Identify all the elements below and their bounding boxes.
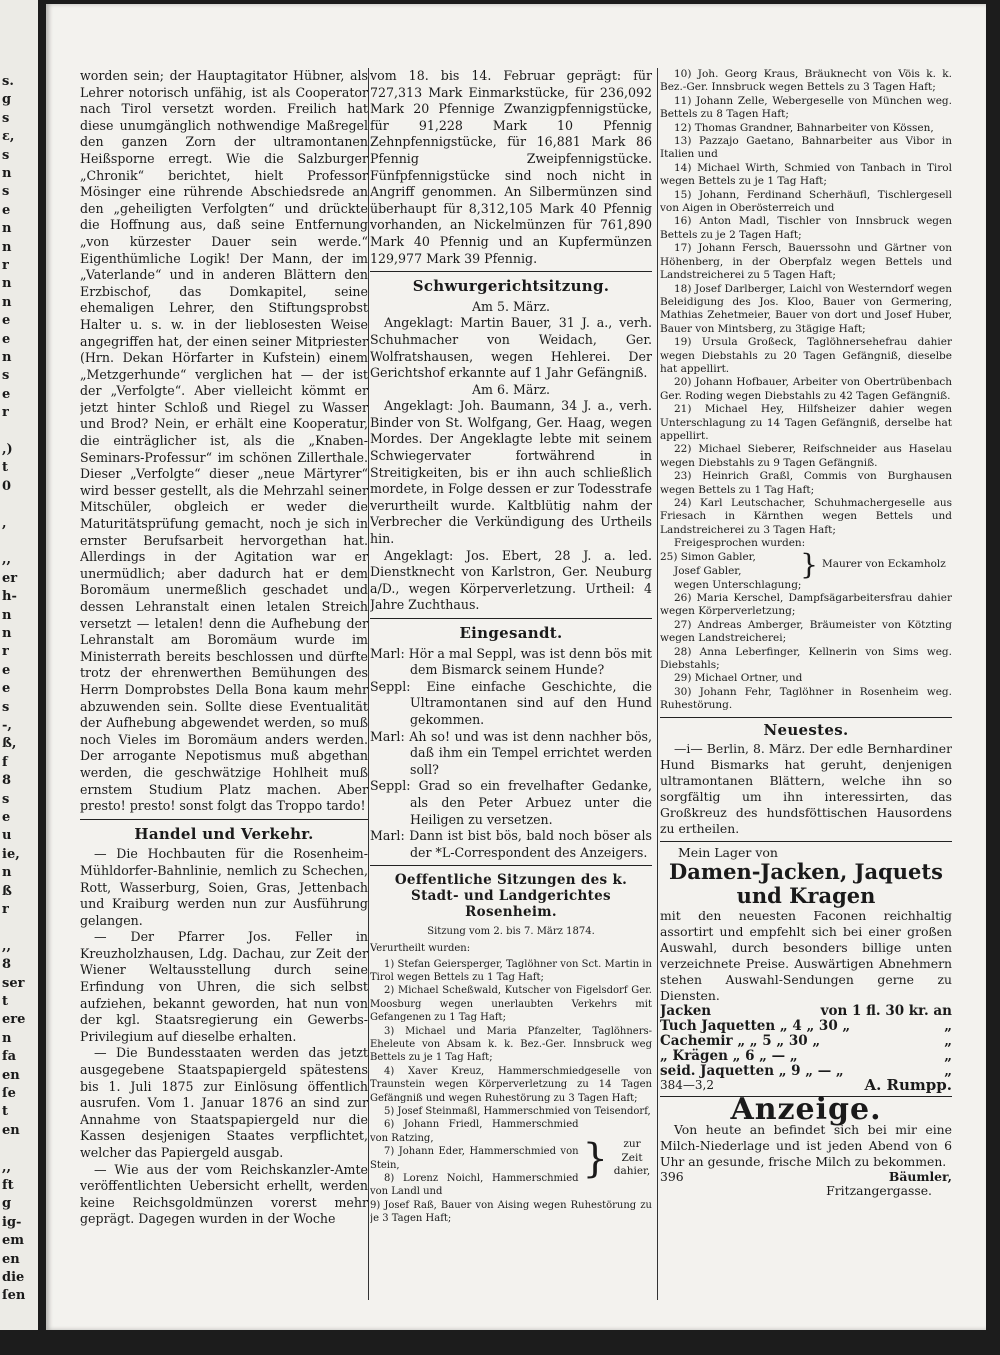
- list-item: 7) Johann Eder, Hammerschmied von Stein,: [370, 1146, 579, 1171]
- list-item: Freigesprochen wurden:: [674, 537, 806, 550]
- list-item: 20) Johann Hofbauer, Arbeiter von Obertrübenbach Ger. Roding wegen Diebstahls zu 42 Tagen Gefängniß.: [660, 376, 952, 402]
- previous-page-fragment: u: [2, 828, 12, 844]
- list-item: 1) Stefan Geiersperger, Taglöhner von Sct. Martin in Tirol wegen Bettels zu 1 Tag Haft;: [370, 958, 652, 983]
- previous-page-fragment: ,,: [2, 1159, 12, 1175]
- price-row: [660, 1049, 952, 1064]
- list-item: 4) Xaver Kreuz, Hammerschmiedgeselle von Traunstein wegen Körperverletzung zu 14 Tagen Gefängniß und wegen Ruhestörung zu 3 Tagen Haft;: [370, 1065, 652, 1104]
- list-item: 9) Josef Raß, Bauer von Aising wegen Ruhestörung zu je 3 Tagen Haft;: [370, 1199, 652, 1225]
- ad-body: mit den neuesten Faconen reichhaltig assortirt und empfehlt sich bei einer großen Auswahl, durch besonders billige unten verzeichnete Preise. Auswärtigen Abnehmern stehen Auswahl-Sendungen gerne zu Diensten.: [660, 907, 952, 1003]
- price-item: „ Krägen „ 6 „ — „: [660, 1047, 798, 1064]
- previous-page-fragment: f: [2, 754, 8, 770]
- case-text: Angeklagt: Jos. Ebert, 28 J. a. led. Dienstknecht von Karlstron, Ger. Neuburg a/D., wegen Körperverletzung. Urtheil: 4 Jahre Zuchthaus.: [370, 547, 652, 613]
- dialogue-line: [370, 679, 652, 729]
- previous-page-fragment: en: [2, 1122, 20, 1138]
- previous-page-fragment: r: [2, 902, 9, 917]
- ad-body: Von heute an befindet sich bei mir eine Milch-Niederlage und ist jeden Abend von 6 Uhr an gesunde, frische Milch zu bekommen.: [660, 1122, 952, 1170]
- verdict-group: [370, 1118, 652, 1198]
- list-item: 19) Ursula Großeck, Taglöhnersehefrau dahier wegen Diebstahls zu 20 Tagen Gefängniß, dieselbe hat appellirt.: [660, 336, 952, 375]
- date-line: Sitzung vom 2. bis 7. März 1874.: [427, 926, 595, 938]
- section-title: Eingesandt.: [459, 624, 563, 642]
- ad-headline: Anzeige.: [730, 1091, 882, 1127]
- section-title: Oeffentliche Sitzungen des k. Stadt- und Landgerichtes Rosenheim.: [394, 872, 628, 921]
- price-value: „: [944, 1062, 952, 1079]
- news-item: — Die Hochbauten für die Rosenheim-Mühldorfer-Bahnlinie, nemlich zu Schechen, Rott, Wasserburg, Soien, Gras, Jettenbach und Kraiburg werden nun zur Ausführung gelangen.: [80, 846, 368, 928]
- list-item: 25) Simon Gabler,: [660, 551, 756, 564]
- price-list: [660, 1004, 952, 1079]
- previous-page-fragment: ere: [2, 1012, 26, 1028]
- previous-page-fragment: e: [2, 313, 11, 329]
- previous-page-fragment: em: [2, 1233, 25, 1249]
- list-item: 30) Johann Fehr, Taglöhner in Rosenheim weg. Ruhestörung.: [660, 685, 952, 712]
- price-value: „: [944, 1047, 952, 1064]
- ad-reference: 384—3,2: [660, 1077, 714, 1092]
- previous-page-fragment: ig-: [2, 1214, 22, 1230]
- previous-page-fragment: er: [2, 570, 18, 586]
- list-item: 26) Maria Kerschel, Dampfsägarbeitersfrau dahier wegen Körperverletzung;: [660, 592, 952, 618]
- separator: [370, 271, 652, 272]
- speaker-name: Marl:: [370, 645, 405, 661]
- dialogue-text: Ah so! und was ist denn nachher bös, daß ihm ein Tempel errichtet werden soll?: [409, 728, 652, 777]
- separator: [660, 841, 952, 842]
- news-item: — Der Pfarrer Jos. Feller in Kreuzholzhausen, Ldg. Dachau, zur Zeit der Wiener Weltausstellung durch seine Erfindung von Uhren, die sich selbst aufziehen, bekannt geworden, hat nun von der kgl. Staatsregierung ein Gewerbs-Privilegium auf dieselbe erhalten.: [80, 929, 368, 1044]
- case-text: Angeklagt: Joh. Baumann, 34 J. a., verh. Binder von St. Wolfgang, Ger. Haag, wegen Mordes. Der Angeklagte lebte mit seinem Schwiegervater fortwährend in Streitigkeiten, bis er ihn auch schließlich mordete, in Folge dessen er zur Todesstrafe verurtheilt wurde. Kaltblütig nahm der Verbrecher die Verkündigung des Urtheils hin.: [370, 398, 652, 547]
- previous-page-fragment: e: [2, 810, 11, 825]
- advertisement-jackets: [660, 846, 952, 1092]
- ad-signer: A. Rumpp.: [864, 1075, 952, 1094]
- ad-footer: [660, 1170, 952, 1183]
- list-item: 8) Lorenz Noichl, Hammerschmied von Landl und: [370, 1173, 579, 1198]
- news-item: — Wie aus der vom Reichskanzler-Amte veröffentlichten Uebersicht erhellt, werden keine Reichsgoldmünzen vorerst mehr geprägt. Dagegen wurden in der Woche: [80, 1161, 368, 1227]
- previous-page-fragment: ß: [2, 883, 12, 899]
- price-value: „: [944, 1017, 952, 1034]
- speaker-name: Marl:: [370, 728, 405, 744]
- dialogue-text: Dann ist bist bös, bald noch böser als der *L-Correspondent des Anzeigers.: [409, 828, 652, 860]
- brace: }: [800, 547, 818, 581]
- previous-page-fragment: s: [2, 110, 10, 126]
- list-item: 23) Heinrich Graßl, Commis von Burghausen wegen Bettels zu 1 Tag Haft;: [660, 470, 952, 496]
- list-item: 5) Josef Steinmaßl, Hammerschmied von Teisendorf,: [384, 1105, 651, 1117]
- list-item: 17) Johann Fersch, Bauerssohn und Gärtner von Höhenberg, in der Oberpfalz wegen Bettels und Landstreicherei zu 5 Tagen Haft;: [660, 242, 952, 282]
- date-line: Am 6. März.: [471, 381, 551, 397]
- previous-page-fragment: ɛ,: [2, 129, 15, 145]
- previous-page-fragment: s: [2, 147, 10, 163]
- list-item: 10) Joh. Georg Kraus, Bräuknecht von Vöis k. k. Bez.-Ger. Innsbruck wegen Bettels zu 3 Tagen Haft;: [660, 68, 952, 94]
- dialogue-text: Grad so ein frevelhafter Gedanke, als den Peter Arbuez unter die Heiligen zu versetzen.: [410, 778, 652, 827]
- previous-page-fragment: r: [2, 644, 9, 660]
- previous-page-fragment: ,: [2, 515, 7, 531]
- dialogue-line: [370, 778, 652, 828]
- ad-headline: Damen-Jacken, Jaquets: [669, 858, 943, 884]
- news-item: —i— Berlin, 8. März. Der edle Bernhardiner Hund Bismarks hat geruht, denjenigen ultramontanen Blättern, welche ihn so sorgfältig um ihn interessirten, das Großkreuz des hundsföttischen Hausordens zu ertheilen.: [660, 741, 952, 837]
- previous-page-fragment: ß,: [2, 736, 17, 752]
- previous-page-fragment: ſe: [2, 1086, 16, 1101]
- news-item: — Die Bundesstaaten werden das jetzt ausgegebene Staatspapiergeld spätestens bis 1. Juli 1875 zur Einlösung öffentlich ausrufen. Vom 1. Januar 1876 an sind zur Annahme von Staatspapiergeld nur die Kassen desjenigen Staates verpflichtet, welcher das Papiergeld ausgab.: [80, 1045, 368, 1160]
- column-2: [370, 68, 652, 1298]
- column-divider: [368, 68, 369, 1300]
- section-title: Handel und Verkehr.: [134, 824, 314, 843]
- list-item: 6) Johann Friedl, Hammerschmied von Ratzing,: [370, 1119, 579, 1144]
- column-1: [80, 68, 368, 1298]
- previous-page-fragment: n: [2, 239, 12, 255]
- previous-page-fragment: s: [2, 791, 10, 807]
- price-row: [660, 1019, 952, 1034]
- price-row: [660, 1004, 952, 1019]
- previous-page-fragment: ,): [2, 442, 13, 457]
- article-text: worden sein; der Hauptagitator Hübner, als Lehrer notorisch unfähig, ist als Cooperator nach Tirol versetzt worden. Freilich hat diese unumgänglich nothwendige Maßregel den ganzen Zorn der ultramontanen Heißsporne erregt. Wie die Salzburger „Chronik“ berichtet, hielt Professor Mösinger eine rührende Abschiedsrede an den „geheiligten Verfolgten“ und drückte die Hoffnung aus, daß seine Entfernung „von kürzester Dauer sein werde.“ Eigenthümliche Logik! Der Mann, der im „Vaterlande“ und in anderen Blättern den Erzbischof, das Domkapitel, seine ehemaligen Lehrer, den Stiftungsprobst Halter u. s. w. in der lieblosesten Weise angegriffen hat, der einen seiner Mitpriester (Hrn. Dekan Hörfarter in Kufstein) einem „Metzgerhunde“ verglichen hat — der ist der „Verfolgte“. Aber vielleicht kömmt er jetzt hinter Schloß und Riegel zu Wasser und Brod? Nein, er erhält eine Kooperatur, die einträglicher ist, als die „Knaben-Seminars-Professur“ im schönen Zillerthale. Dieser „Verfolgte“ dieser „neue Märtyrer“ wird besser gestellt, als die Mehrzahl seiner Mitschüler, obgleich er weder die Maturitätsprüfung gemacht, noch je sich in ernster Berufsarbeit hervorgethan hat. Allerdings in der Agitation war er unermüdlich; aber dadurch hat er dem Boromäum unermeßlich geschadet und dessen Lehranstalt einen letalen Streich versetzt — letalen! denn die Aufhebung der Lehranstalt am Boromäum wurde im Ministerrath bereits beschlossen und dürfte trotz der ehrenwerthen Bemühungen des Herrn Domprobstes Della Bona kaum mehr abzuwenden sein. Sollte diese Eventualität der Aufhebung abgewendet werden, so muß noch Vieles im Boromäum anders werden. Der arrogante Nepotismus muß abgethan werden, die geschwätzige Hohlheit muß ernstem Studium Platz machen. Aber presto! presto! sonst folgt das Troppo tardo!: [80, 68, 368, 814]
- previous-page-fragment: en: [2, 1251, 20, 1267]
- previous-page-fragment: ,,: [2, 938, 12, 954]
- ad-headline: und Kragen: [736, 882, 876, 908]
- list-item: 28) Anna Leberfinger, Kellnerin von Sims weg. Diebstahls;: [660, 645, 952, 672]
- previous-page-edge: [0, 0, 38, 1330]
- price-item: Jacken: [660, 1002, 712, 1019]
- previous-page-fragment: e: [2, 681, 11, 697]
- previous-page-fragment: s: [2, 184, 10, 200]
- speaker-name: Marl:: [370, 828, 405, 844]
- previous-page-fragment: s.: [2, 74, 14, 89]
- price-row: [660, 1034, 952, 1049]
- previous-page-fragment: n: [2, 276, 12, 292]
- list-item: 11) Johann Zelle, Webergeselle von München weg. Bettels zu 8 Tagen Haft;: [660, 94, 952, 121]
- dialogue-line: [370, 828, 652, 861]
- price-item: seid. Jaquetten „ 9 „ — „: [660, 1062, 844, 1079]
- previous-page-fragment: n: [2, 166, 12, 181]
- list-item: Josef Gabler,: [674, 564, 742, 577]
- list-item: 3) Michael und Maria Pfanzelter, Taglöhners-Eheleute von Absam k. k. Bez.-Ger. Innsbruck weg Bettels zu je 1 Tag Haft;: [370, 1025, 652, 1064]
- previous-page-fragment: n: [2, 865, 12, 881]
- previous-page-fragment: 8: [2, 773, 12, 789]
- separator: [370, 865, 652, 866]
- dialogue-text: Eine einfache Geschichte, die Ultramontanen sind auf den Hund gekommen.: [410, 678, 652, 727]
- previous-page-fragment: 8: [2, 957, 12, 973]
- price-item: Tuch Jaquetten „ 4 „ 30 „: [660, 1017, 851, 1034]
- previous-page-fragment: g: [2, 92, 12, 108]
- advertisement-milk: [660, 1091, 952, 1198]
- previous-page-fragment: e: [2, 662, 11, 678]
- previous-page-fragment: n: [2, 607, 12, 623]
- previous-page-fragment: ſen: [2, 1288, 26, 1304]
- previous-page-fragment: ,,: [2, 552, 12, 568]
- previous-page-fragment: fa: [2, 1049, 17, 1065]
- dialogue-text: Hör a mal Seppl, was ist denn bös mit dem Bismarck seinem Hunde?: [408, 645, 652, 678]
- previous-page-fragment: -,: [2, 718, 12, 733]
- list-item: 18) Josef Darlberger, Laichl von Westerndorf wegen Beleidigung des Jos. Kloo, Bauer von Germering, Mathias Zehetmeier, Bauer von dort und Josef Huber, Bauer von Mintsberg, zu 3tägige Haft;: [660, 282, 952, 335]
- list-item: 13) Pazzajo Gaetano, Bahnarbeiter aus Vibor in Italien und: [660, 135, 952, 161]
- separator: [660, 717, 952, 718]
- previous-page-fragment: n: [2, 626, 12, 641]
- dialogue: [370, 646, 652, 862]
- newspaper-page: [46, 4, 986, 1330]
- column-divider: [657, 68, 658, 1300]
- list-item: 27) Andreas Amberger, Bräumeister von Kötzting wegen Landstreicherei;: [660, 618, 952, 645]
- previous-page-fragment: n: [2, 350, 12, 365]
- previous-page-fragment: n: [2, 294, 12, 310]
- list-item: 12) Thomas Grandner, Bahnarbeiter von Kössen,: [674, 121, 934, 134]
- section-title: Neuestes.: [763, 720, 849, 739]
- previous-page-fragment: t: [2, 460, 9, 476]
- previous-page-fragment: n: [2, 1030, 12, 1046]
- previous-page-fragment: g: [2, 1196, 12, 1212]
- ad-signer: Bäumler,: [888, 1169, 952, 1185]
- previous-page-fragment: n: [2, 221, 12, 237]
- price-item: Cachemir „ „ 5 „ 30 „: [660, 1032, 821, 1049]
- previous-page-fragment: die: [2, 1270, 25, 1285]
- ad-reference: 396: [660, 1169, 684, 1185]
- verdict-group: [660, 547, 952, 581]
- ad-lead: Mein Lager von: [678, 845, 778, 861]
- previous-page-fragment: t: [2, 994, 9, 1009]
- group-note: Maurer von Eckamholz: [822, 557, 946, 570]
- list-item: 2) Michael Scheßwald, Kutscher von Figelsdorf Ger. Moosburg wegen unerlaubten Verkehrs mit Gefangenen zu 1 Tag Haft;: [370, 985, 652, 1024]
- previous-page-fragment: e: [2, 386, 11, 402]
- previous-page-fragment: 0: [2, 478, 12, 494]
- previous-page-fragment: h-: [2, 589, 17, 605]
- speaker-name: Seppl:: [370, 678, 411, 694]
- list-item: 29) Michael Ortner, und: [674, 672, 803, 685]
- previous-page-fragment: e: [2, 331, 11, 347]
- brace: }: [582, 1135, 608, 1182]
- list-item: 24) Karl Leutschacher, Schuhmachergeselle aus Friesach in Kärnthen wegen Bettels und Landstreicherei zu 3 Tagen Haft;: [660, 497, 952, 536]
- ad-address: Fritzangergasse.: [826, 1182, 932, 1198]
- date-line: Am 5. März.: [471, 298, 551, 314]
- list-item: 14) Michael Wirth, Schmied von Tanbach in Tirol wegen Bettels zu je 1 Tag Haft;: [660, 161, 952, 188]
- previous-page-fragment: s: [2, 368, 10, 384]
- list-item: 21) Michael Hey, Hilfsheizer dahier wegen Unterschlagung zu 14 Tagen Gefängniß, derselbe hat appellirt.: [660, 403, 952, 442]
- previous-page-fragment: ft: [2, 1178, 14, 1193]
- case-text: Angeklagt: Martin Bauer, 31 J. a., verh. Schuhmacher von Weidach, Ger. Wolfratshausen, wegen Hehlerei. Der Gerichtshof erkannte auf 1 Jahr Gefängniß.: [370, 315, 652, 381]
- price-value: von 1 fl. 30 kr. an: [820, 1002, 952, 1019]
- previous-page-fragment: ie,: [2, 846, 20, 862]
- previous-page-fragment: s: [2, 699, 10, 715]
- previous-page-fragment: en: [2, 1067, 20, 1083]
- speaker-name: Seppl:: [370, 778, 411, 794]
- dialogue-line: [370, 729, 652, 779]
- article-text: vom 18. bis 14. Februar geprägt: für 727,313 Mark Einmarkstücke, für 236,092 Mark 20 Pfennige Zwanzigpfennigstücke, für 91,228 Mark 10 Pfennig Zehnpfennigstücke, für 16,881 Mark 86 Pfennig Zweipfennigstücke. Fünfpfennigstücke sind noch nicht in Angriff genommen. An Silbermünzen sind überhaupt für 8,312,105 Mark 40 Pfennig vorhanden, an Nickelmünzen für 761,890 Mark 40 Pfennig und an Kupfermünzen 129,977 Mark 39 Pfennig.: [370, 68, 652, 266]
- verdict-list: [660, 68, 952, 551]
- list-item: wegen Unterschlagung;: [674, 578, 802, 591]
- list-item: 22) Michael Sieberer, Reifschneider aus Haselau wegen Diebstahls zu 9 Tagen Gefängniß.: [660, 443, 952, 469]
- ad-footer: [660, 1075, 952, 1094]
- previous-page-fragment: r: [2, 405, 9, 421]
- list-item: 15) Johann, Ferdinand Scherhäufl, Tischlergesell von Aigen in Oberösterreich und: [660, 188, 952, 215]
- price-value: „: [944, 1032, 952, 1049]
- verdict-list: [660, 579, 952, 713]
- previous-page-fragment: ser: [2, 975, 25, 991]
- previous-page-fragment: t: [2, 1104, 9, 1120]
- dialogue-line: [370, 646, 652, 679]
- separator: [370, 618, 652, 619]
- verdict-list: [370, 958, 652, 1119]
- previous-page-fragment: e: [2, 202, 11, 218]
- list-item: 16) Anton Madl, Tischler von Innsbruck wegen Bettels zu je 2 Tagen Haft;: [660, 215, 952, 241]
- separator: [80, 819, 368, 820]
- previous-page-fragment: r: [2, 258, 9, 273]
- group-note: zur Zeit dahier,: [613, 1138, 651, 1178]
- section-title: Schwurgerichtsitzung.: [412, 277, 610, 296]
- column-3: [660, 68, 952, 1298]
- list-heading: Verurtheilt wurden:: [370, 942, 471, 954]
